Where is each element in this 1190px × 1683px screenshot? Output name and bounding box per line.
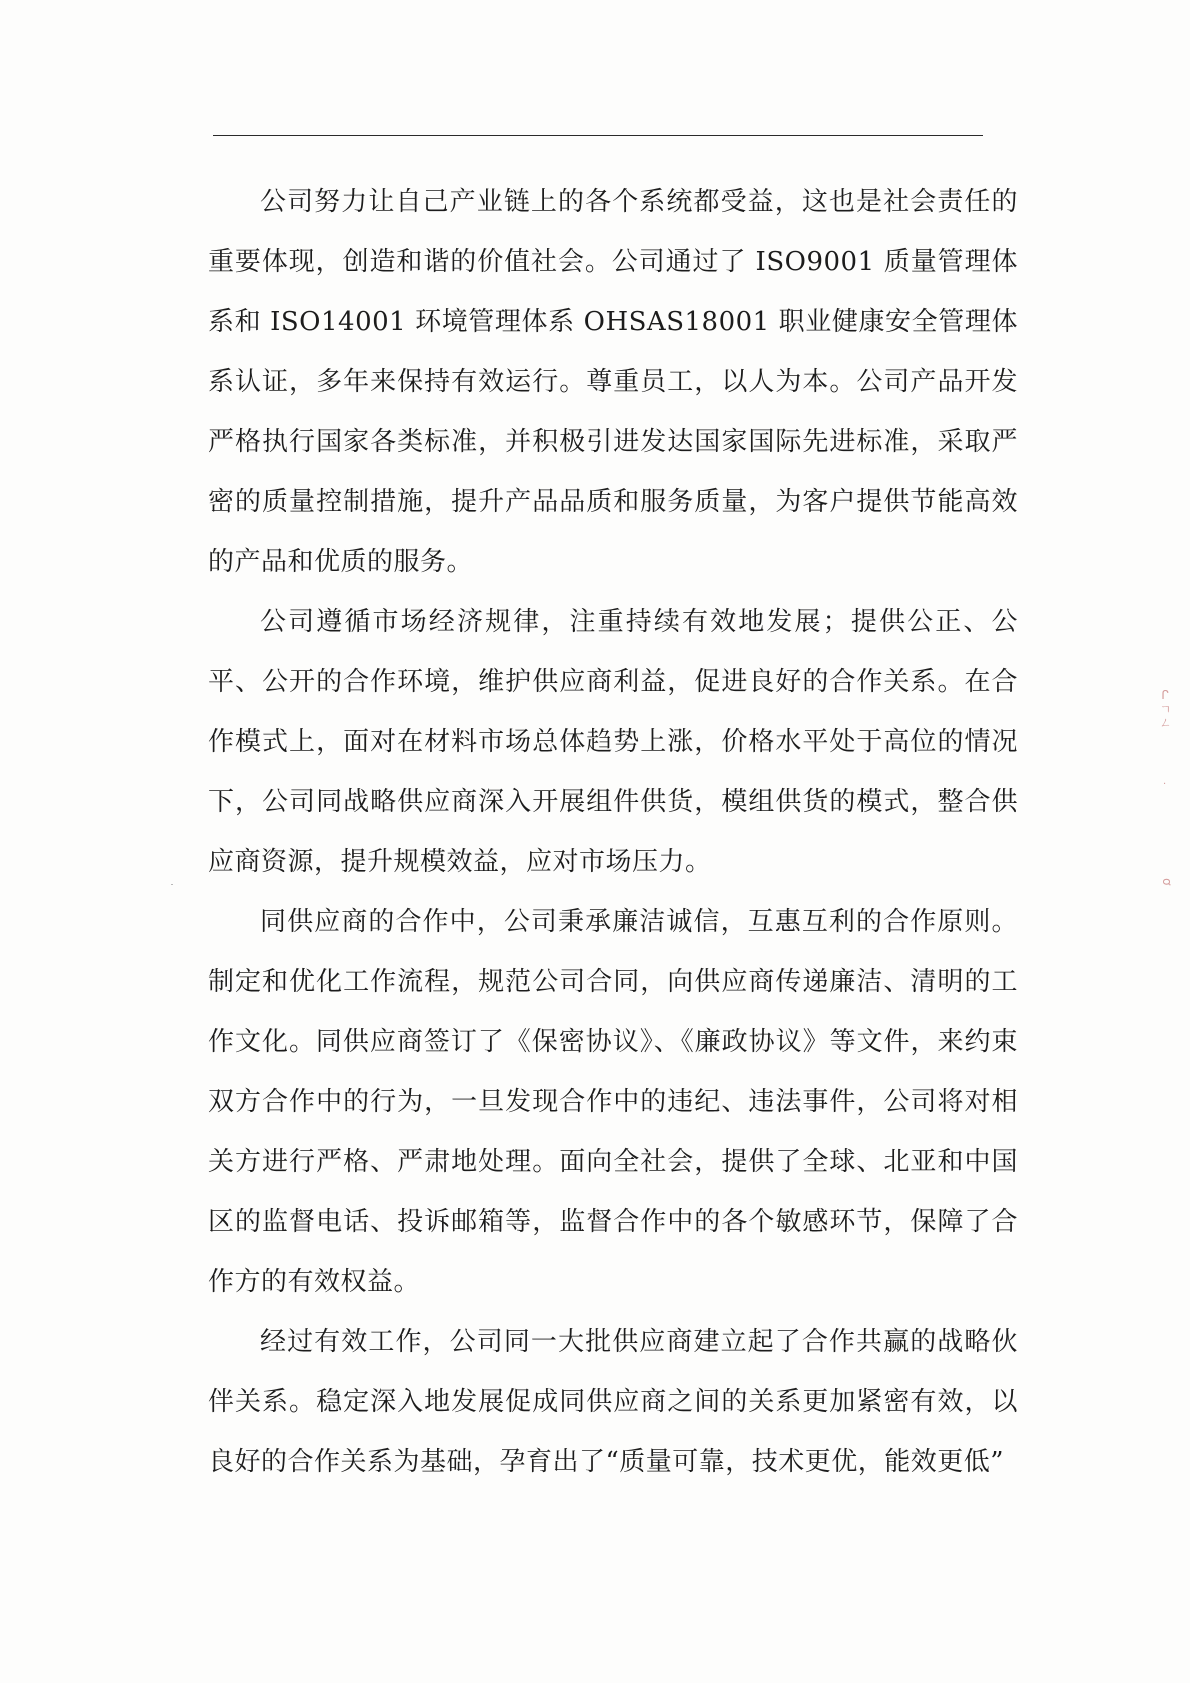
paragraph-social-responsibility: 公司努力让自己产业链上的各个系统都受益，这也是社会责任的重要体现，创造和谐的价值社会。公司通过了 ISO9001 质量管理体系和 ISO14001 环境管理体系 OHSAS18001 职业健康安全管理体系认证，多年来保持有效运行。尊重员工，以人为本。公司产品开发严格执行国家各类标准，并积极引进发达国家国际先进标准，采取严密的质量控制措施，提升产品品质和服务质量，为客户提供节能高效的产品和优质的服务。 xyxy=(208,187,1018,577)
margin-stamp-fragment: ơ xyxy=(1160,878,1174,886)
document-body xyxy=(208,172,1018,1492)
paragraph-market-development: 公司遵循市场经济规律，注重持续有效地发展；提供公正、公平、公开的合作环境，维护供应商利益，促进良好的合作关系。在合作模式上，面对在材料市场总体趋势上涨，价格水平处于高位的情况下，公司同战略供应商深入开展组件供货，模组供货的模式，整合供应商资源，提升规模效益，应对市场压力。 xyxy=(208,607,1018,877)
paragraph-integrity-cooperation: 同供应商的合作中，公司秉承廉洁诚信，互惠互利的合作原则。制定和优化工作流程，规范公司合同，向供应商传递廉洁、清明的工作文化。同供应商签订了《保密协议》、《廉政协议》等文件，来约束双方合作中的行为，一旦发现合作中的违纪、违法事件，公司将对相关方进行严格、严肃地处理。面向全社会，提供了全球、北亚和中国区的监督电话、投诉邮箱等，监督合作中的各个敏感环节，保障了合作方的有效权益。 xyxy=(208,907,1018,1297)
scan-speck xyxy=(171,884,173,885)
paragraph-strategic-partnership: 经过有效工作，公司同一大批供应商建立起了合作共赢的战略伙伴关系。稳定深入地发展促成同供应商之间的关系更加紧密有效，以良好的合作关系为基础，孕育出了“质量可靠，技术更优，能效更低” xyxy=(208,1327,1018,1477)
header-rule xyxy=(213,135,983,136)
margin-stamp-mark: ᒋㄱㄥ xyxy=(1158,688,1172,729)
margin-dot-mark: · xyxy=(1163,779,1167,790)
